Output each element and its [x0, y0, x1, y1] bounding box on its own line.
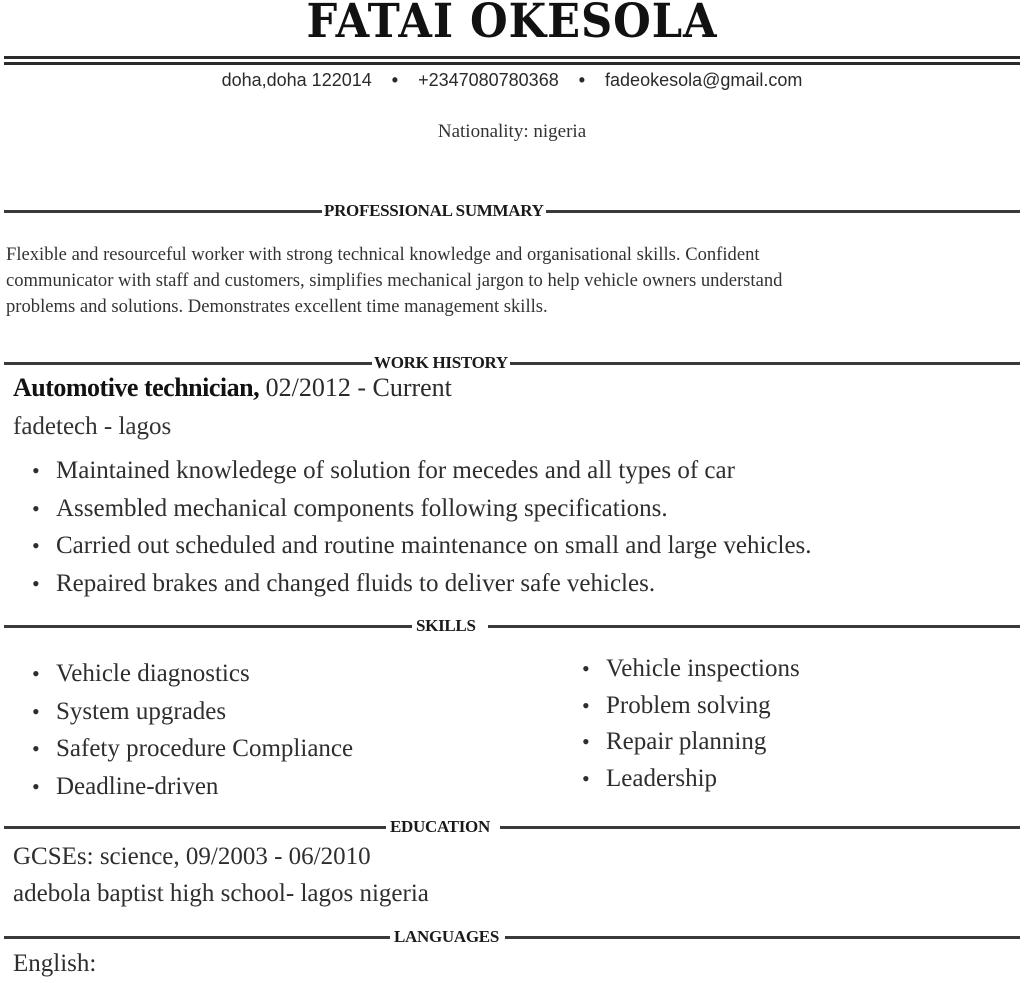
language-item: English:: [13, 950, 97, 977]
section-title: EDUCATION: [390, 817, 490, 836]
skill-item: • Deadline-driven: [32, 768, 353, 806]
skill-item: • Repair planning: [582, 724, 800, 761]
list-item: • Maintained knowledege of solution for mecedes and all types of car: [32, 452, 812, 490]
skill-item: • Problem solving: [582, 688, 800, 725]
section-rule: [4, 936, 390, 939]
education-school: adebola baptist high school- lagos nigeria: [13, 880, 429, 907]
email: fadeokesola@gmail.com: [605, 70, 803, 90]
skill-item: • Leadership: [582, 761, 800, 798]
section-rule: [546, 210, 1020, 213]
skills-list-left: [32, 655, 353, 805]
summary-line: problems and solutions. Demonstrates excellent time management skills.: [6, 296, 548, 317]
job-dates: 02/2012 - Current: [259, 373, 452, 402]
section-header-education: [4, 817, 1020, 837]
section-rule: [500, 826, 1020, 829]
section-header-summary: [4, 201, 1020, 221]
section-title: WORK HISTORY: [374, 353, 508, 372]
job-title: Automotive technician,: [13, 373, 260, 402]
section-rule: [4, 210, 322, 213]
nationality: Nationality: nigeria: [437, 121, 587, 142]
section-title: LANGUAGES: [394, 927, 499, 946]
skill-item: • Vehicle diagnostics: [32, 655, 353, 693]
section-header-work: [4, 353, 1020, 373]
employer: fadetech - lagos: [13, 413, 172, 440]
professional-summary: [6, 242, 1006, 320]
section-header-skills: [4, 616, 1020, 636]
contact-line: [0, 70, 1024, 91]
header-rule-bottom: [4, 62, 1020, 65]
separator-dot: •: [391, 70, 399, 90]
section-rule: [4, 826, 386, 829]
section-rule: [4, 625, 412, 628]
list-item: • Repaired brakes and changed fluids to deliver safe vehicles.: [32, 565, 812, 603]
address: doha,doha 122014: [221, 70, 372, 90]
section-rule: [505, 936, 1020, 939]
section-rule: [510, 362, 1020, 365]
summary-line: Flexible and resourceful worker with strong technical knowledge and organisational skills. Confident: [6, 244, 760, 265]
header-rule-top: [4, 56, 1020, 59]
summary-line: communicator with staff and customers, simplifies mechanical jargon to help vehicle owners understand: [6, 270, 783, 291]
list-item: • Assembled mechanical components following specifications.: [32, 490, 812, 528]
candidate-name: FATAI OKESOLA: [306, 0, 718, 49]
skill-item: • Vehicle inspections: [582, 651, 800, 688]
separator-dot: •: [578, 70, 586, 90]
skill-item: • System upgrades: [32, 693, 353, 731]
skills-list-right: [582, 651, 800, 797]
section-title: SKILLS: [416, 616, 476, 635]
section-rule: [488, 625, 1020, 628]
skill-item: • Safety procedure Compliance: [32, 730, 353, 768]
section-title: PROFESSIONAL SUMMARY: [324, 201, 544, 220]
section-header-languages: [4, 927, 1020, 947]
education-degree: GCSEs: science, 09/2003 - 06/2010: [13, 843, 371, 870]
phone: +2347080780368: [418, 70, 559, 90]
job-duties-list: [32, 452, 812, 602]
list-item: • Carried out scheduled and routine maintenance on small and large vehicles.: [32, 527, 812, 565]
job-heading: [13, 373, 452, 403]
section-rule: [4, 362, 372, 365]
